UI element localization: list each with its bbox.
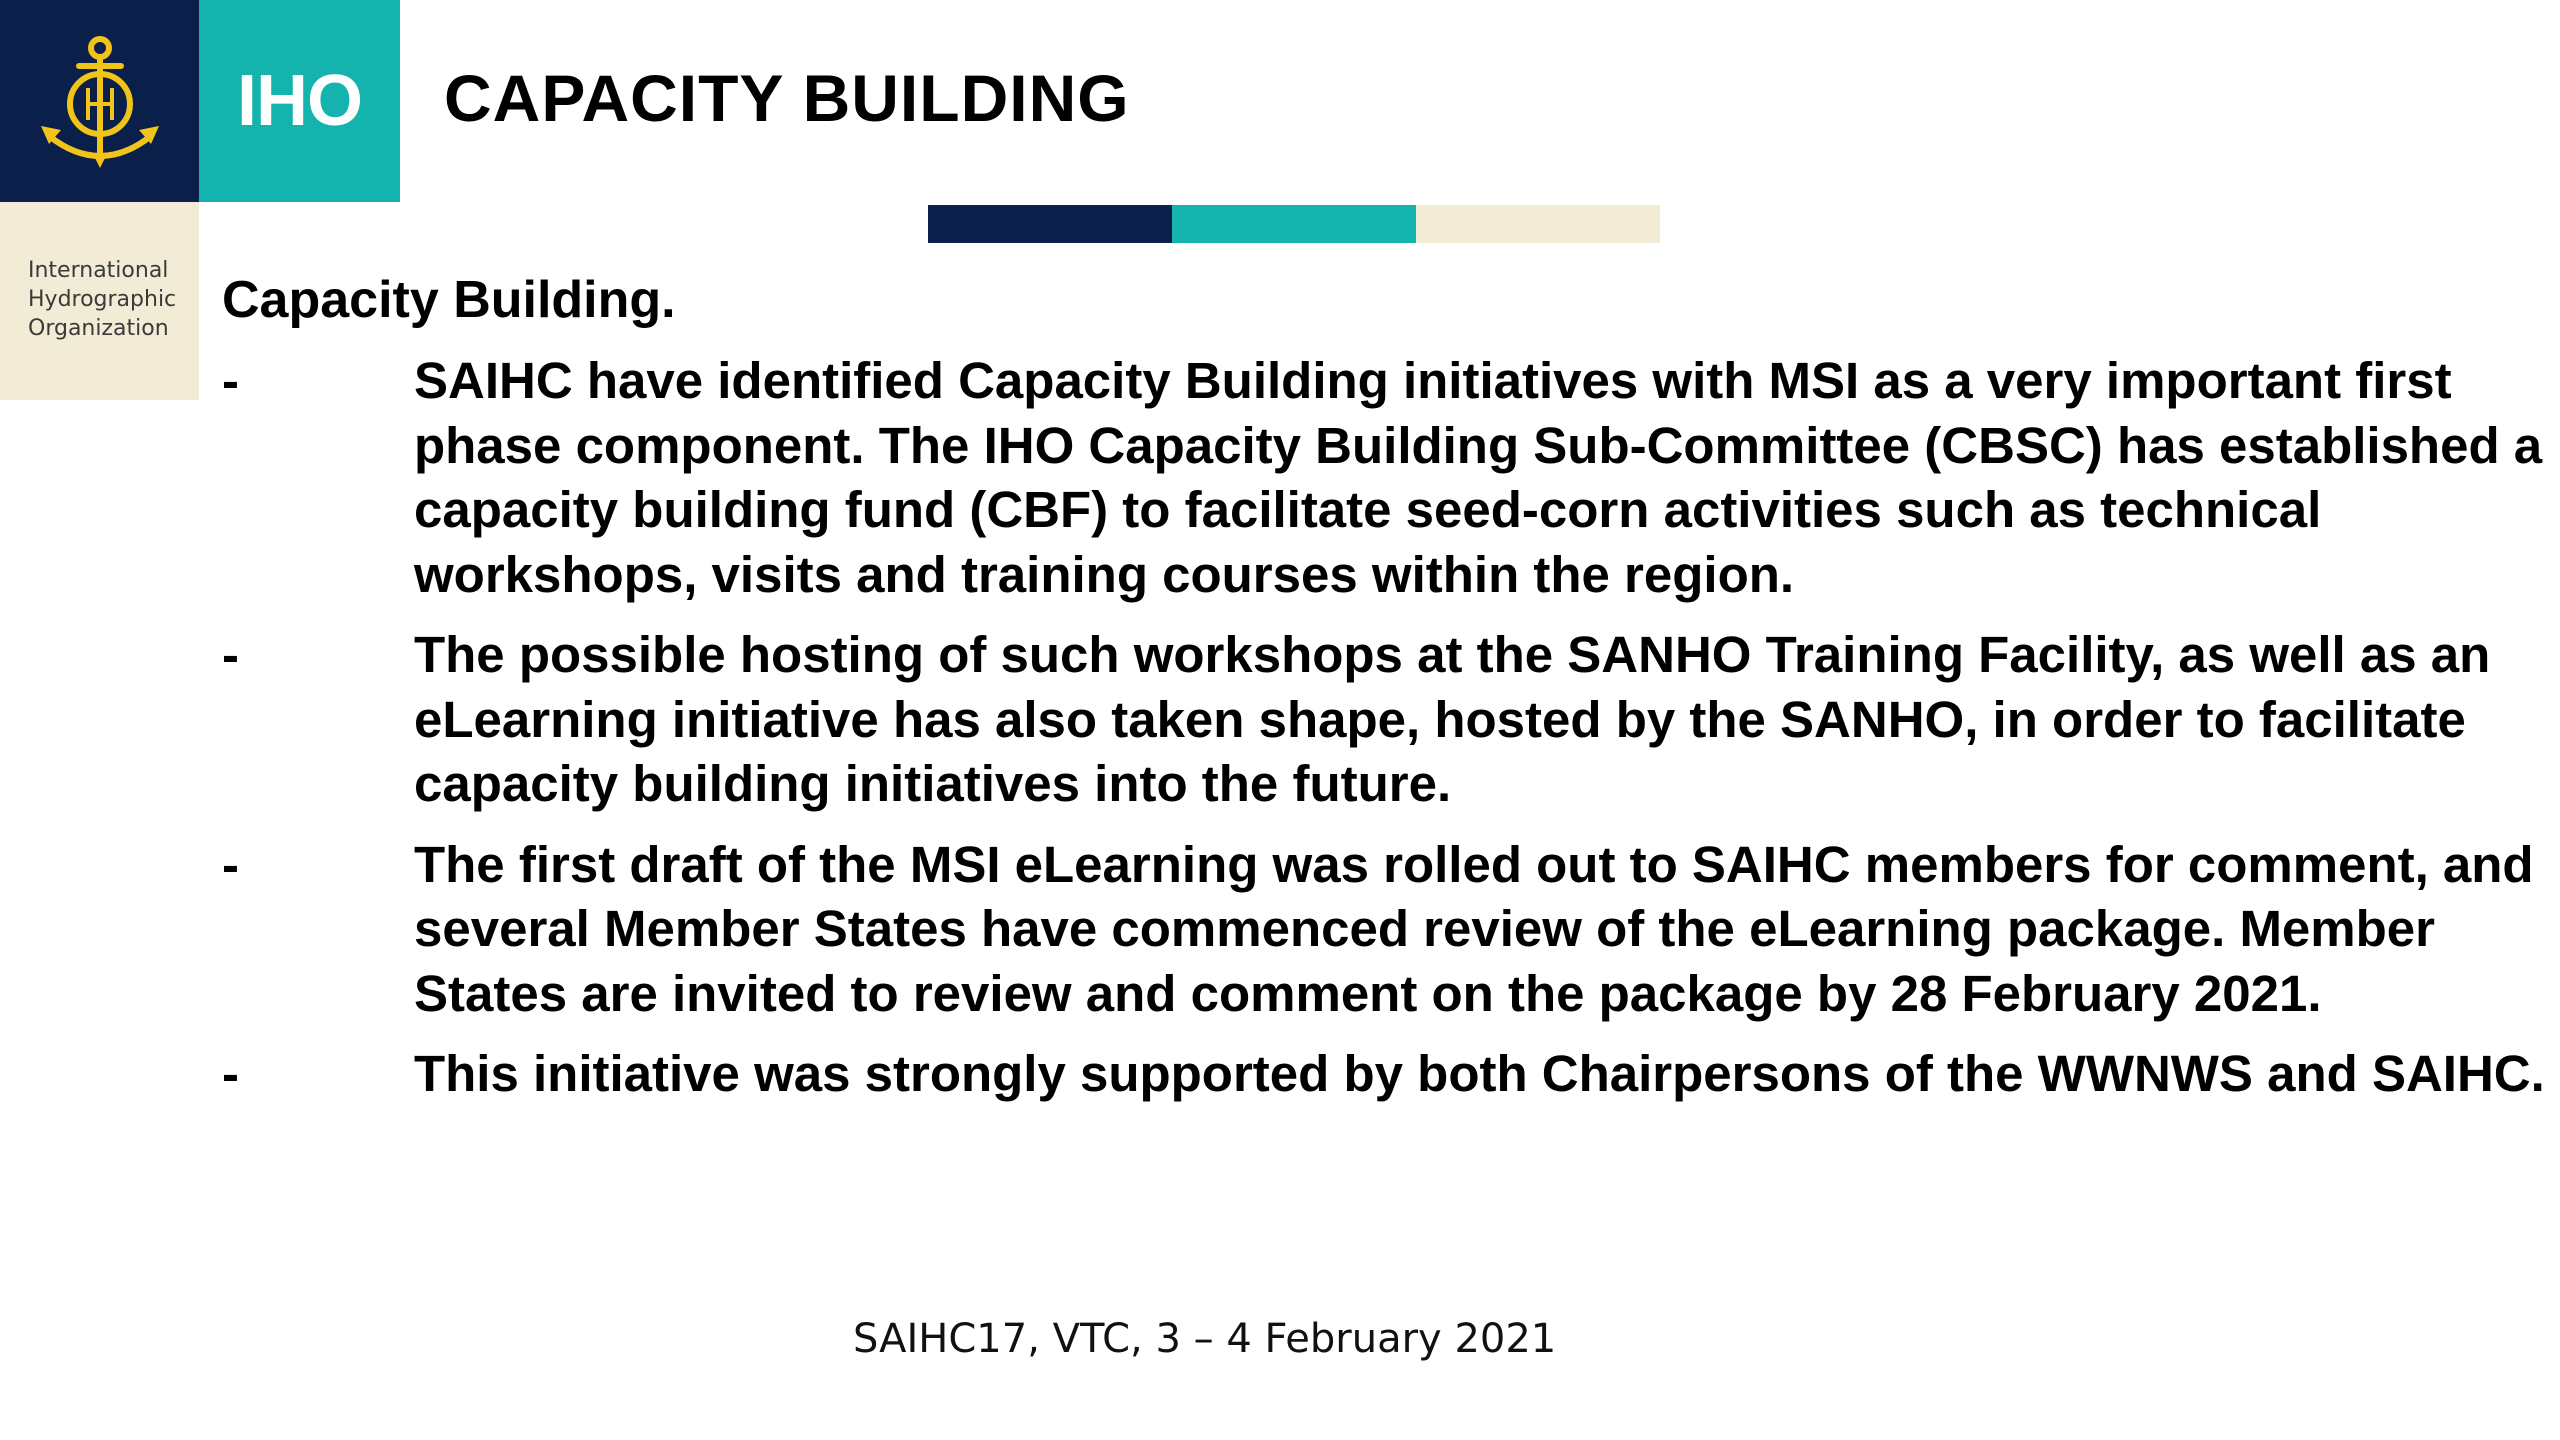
organization-name: [0, 202, 199, 400]
organization-name-line: Organization: [28, 316, 169, 341]
iho-anchor-emblem-icon: [35, 26, 165, 176]
slide-footer: SAIHC17, VTC, 3 – 4 February 2021: [853, 1316, 1557, 1362]
bullet-item: [222, 623, 2552, 817]
bullet-item: [222, 1042, 2552, 1107]
color-bar-cream-segment: [1416, 205, 1660, 243]
bullet-dash: -: [222, 1045, 239, 1102]
bullet-list: [222, 349, 2552, 1107]
slide-content: [222, 266, 2552, 1123]
logo-acronym: [199, 0, 400, 202]
bullet-text: The first draft of the MSI eLearning was rolled out to SAIHC members for comment, and several Member States have commenced review of the eLearning package. Member States are invited to review and comment on the package by 28 February 2021.: [414, 835, 2534, 1022]
logo-acronym-text: IHO: [236, 61, 362, 141]
organization-name-line: Hydrographic: [28, 287, 177, 312]
bullet-dash: -: [222, 352, 239, 409]
bullet-item: [222, 349, 2552, 607]
bullet-item: [222, 833, 2552, 1027]
bullet-dash: -: [222, 835, 239, 893]
page-title: CAPACITY BUILDING: [444, 61, 1130, 135]
bullet-text: The possible hosting of such workshops at the SANHO Training Facility, as well as an eLearning initiative has also taken shape, hosted by the SANHO, in order to facilitate capacity building initiatives into the future.: [414, 626, 2491, 812]
organization-name-line: International: [28, 258, 169, 283]
color-bar: [928, 205, 1660, 243]
bullet-dash: -: [222, 626, 239, 683]
bullet-text: SAIHC have identified Capacity Building initiatives with MSI as a very important first phase component. The IHO Capacity Building Sub-Committee (CBSC) has established a capacity building fund (CBF) to facilitate seed-corn activities such as technical workshops, visits and training courses within the region.: [414, 352, 2543, 603]
logo-emblem: [0, 0, 199, 202]
color-bar-navy-segment: [928, 205, 1172, 243]
content-heading: Capacity Building.: [222, 271, 676, 329]
color-bar-teal-segment: [1172, 205, 1416, 243]
bullet-text: This initiative was strongly supported by both Chairpersons of the WWNWS and SAIHC.: [414, 1045, 2545, 1102]
